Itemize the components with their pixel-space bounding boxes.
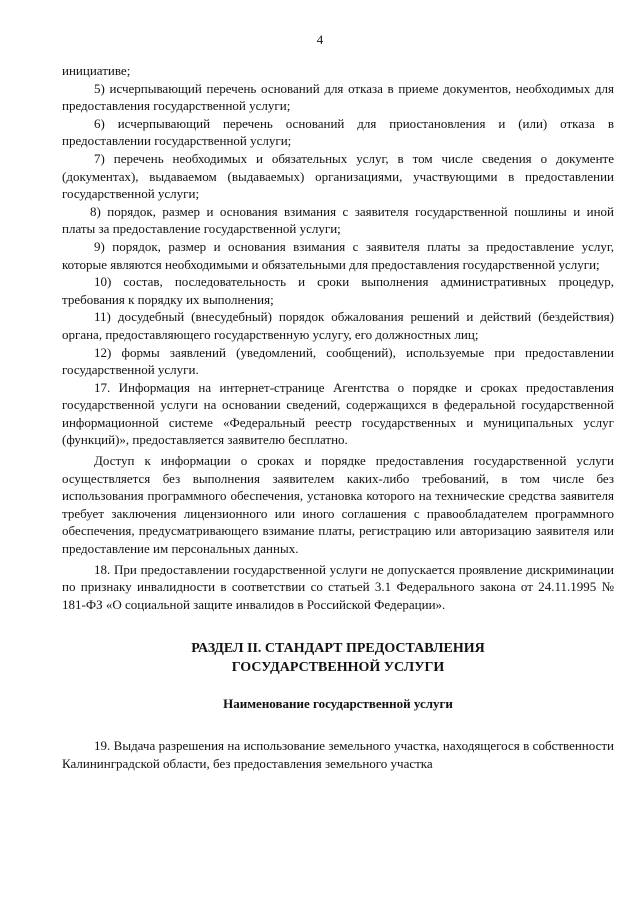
subheading: Наименование государственной услуги — [223, 696, 453, 712]
paragraph-item-11: 11) досудебный (внесудебный) порядок обжалования решений и действий (бездействия) органа, предоставляющего государственную услугу, его должностных лиц; — [62, 309, 614, 342]
paragraph-19: 19. Выдача разрешения на использование земельного участка, находящегося в собственности Калининградской области, без предоставления земельного участка — [62, 738, 614, 771]
paragraph-item-8: 8) порядок, размер и основания взимания с заявителя государственной пошлины и иной платы за предоставление государственной услуги; — [62, 203, 614, 237]
spacer — [62, 677, 614, 695]
paragraph-18: 18. При предоставлении государственной услуги не допускается проявление дискриминации по признаку инвалидности в соответствии со статьей 3.1 Федерального закона от 24.11.1995 № 181-ФЗ «О социальной защите инвалидов в Российской Федерации». — [62, 561, 614, 612]
page-number: 4 — [316, 32, 324, 47]
paragraph-item-6: 6) исчерпывающий перечень оснований для приостановления и (или) отказа в предоставлении государственной услуги; — [62, 115, 614, 149]
paragraph-continuation: инициативе; — [62, 63, 131, 78]
paragraph-item-10: 10) состав, последовательность и сроки выполнения административных процедур, требования к порядку их выполнения; — [62, 274, 614, 307]
paragraph-item-7: 7) перечень необходимых и обязательных услуг, в том числе сведения о документе (документах), выдаваемом (выдаваемых) организациями, участвующими в предоставлении государственной услуги; — [62, 150, 614, 202]
spacer — [62, 712, 614, 737]
paragraph-item-5: 5) исчерпывающий перечень оснований для отказа в приеме документов, необходимых для предоставления государственной услуги; — [62, 80, 614, 114]
section-heading-line1: РАЗДЕЛ II. СТАНДАРТ ПРЕДОСТАВЛЕНИЯ — [191, 641, 485, 657]
paragraph-access-info: Доступ к информации о сроках и порядке предоставления государственной услуги осуществляется без выполнения заявителем каких-либо требований, в том числе без использования программного обеспечения, установка которого на технические средства заявителя требует заключения лицензионного или иного соглашения с правообладателем программного обеспечения, предусматривающего взимание платы, регистрацию или авторизацию заявителя или предоставление им персональных данных. — [62, 453, 614, 557]
spacer — [62, 613, 614, 639]
paragraph-item-12: 12) формы заявлений (уведомлений, сообщений), используемые при предоставлении государственной услуги. — [62, 344, 614, 378]
paragraph-17: 17. Информация на интернет-странице Агентства о порядке и сроках предоставления государственной услуги на основании сведений, содержащихся в федеральной государственной информационной системе «Федеральный реестр государственных и муниципальных услуг (функций)», предоставляется заявителю бесплатно. — [62, 379, 614, 448]
paragraph-item-9: 9) порядок, размер и основания взимания с заявителя платы за предоставление услуг, которые являются необходимыми и обязательными для предоставления государственной услуги; — [62, 238, 614, 272]
page-content — [62, 62, 614, 773]
section-heading — [62, 639, 614, 677]
section-heading-line2: ГОСУДАРСТВЕННОЙ УСЛУГИ — [231, 660, 445, 676]
